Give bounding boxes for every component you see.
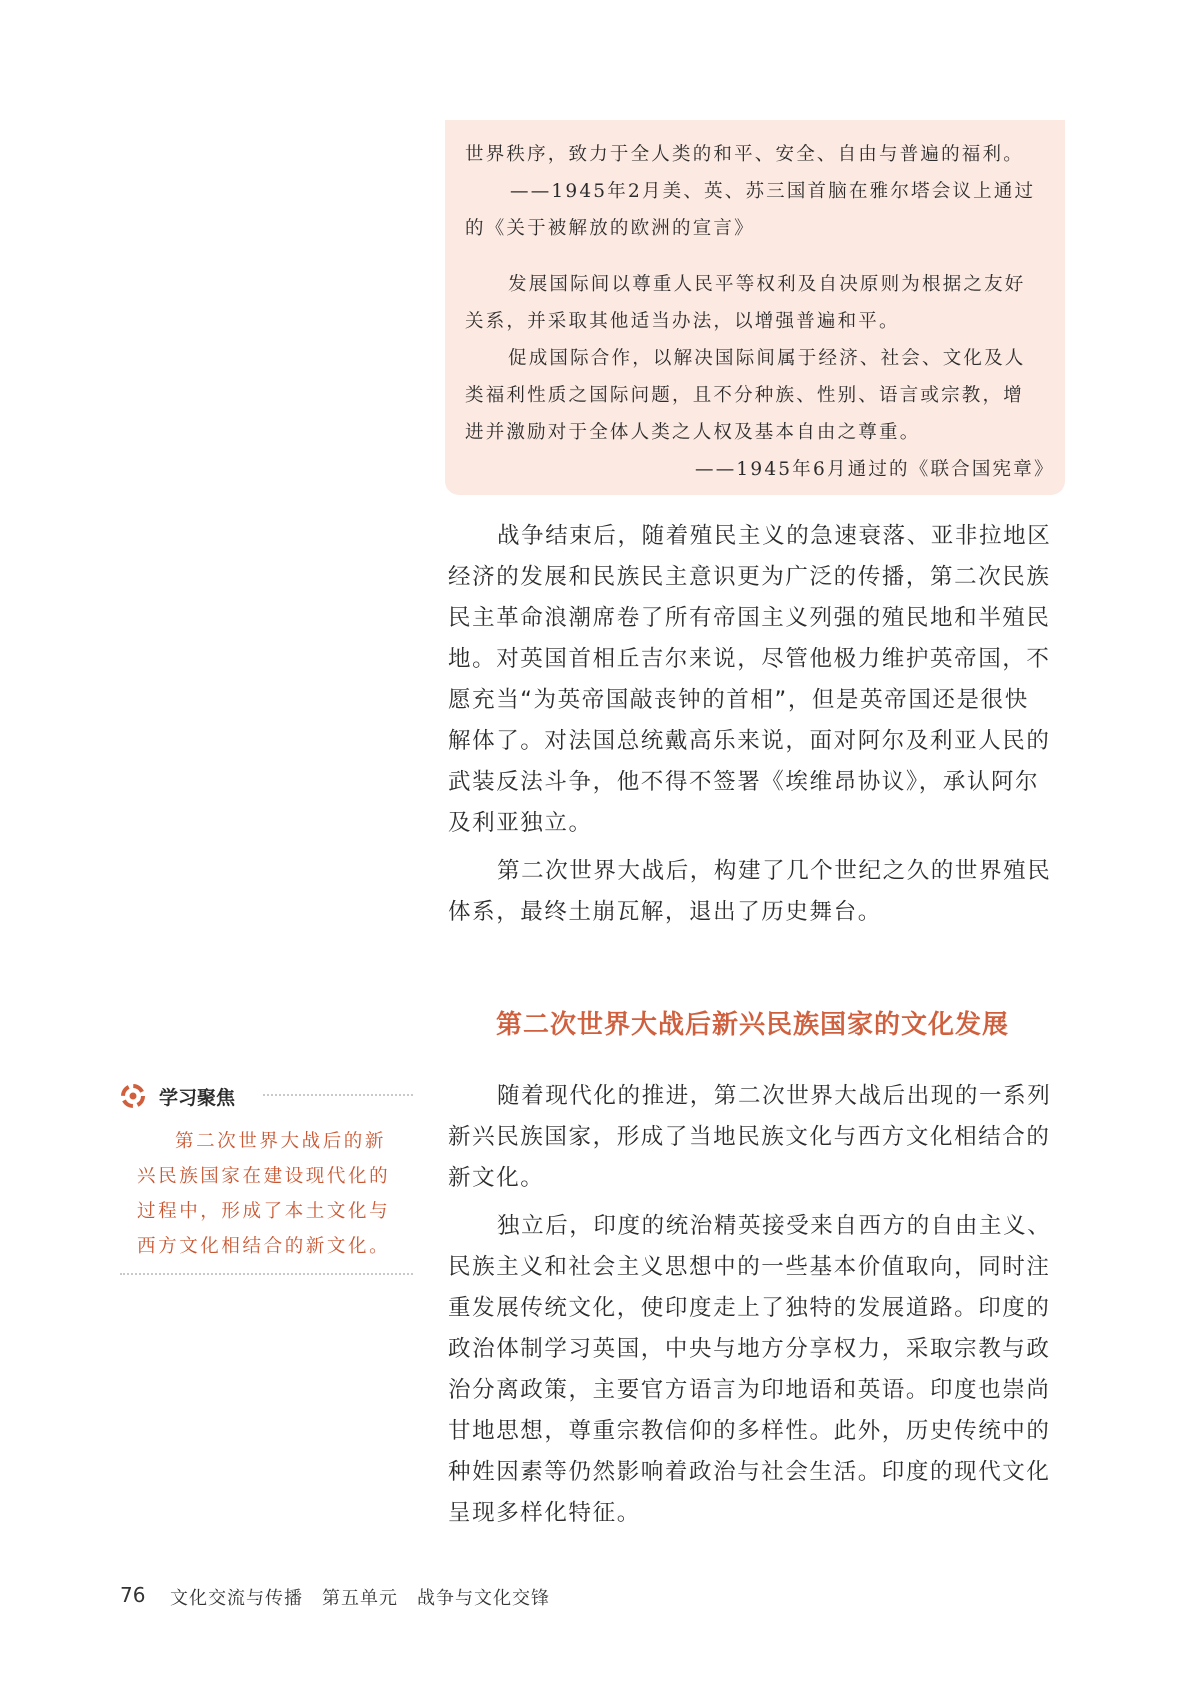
paragraph-line: 种姓因素等仍然影响着政治与社会生活。印度的现代文化 [448,1459,1051,1485]
paragraph-line: 及利亚独立。 [448,810,593,836]
paragraph-line: 体系，最终土崩瓦解，退出了历史舞台。 [448,899,882,925]
quote-line: 关系，并采取其他适当办法，以增强普遍和平。 [465,311,900,332]
paragraph-line: 独立后，印度的统治精英接受来自西方的自由主义、 [497,1213,1052,1239]
quote-attribution: ——1945年6月通过的《联合国宪章》 [695,459,1055,480]
study-focus-header [115,1080,415,1110]
dotted-rule [263,1094,413,1096]
paragraph-line: 新兴民族国家，形成了当地民族文化与西方文化相结合的 [448,1124,1051,1150]
quote-attribution: ——1945年2月美、英、苏三国首脑在雅尔塔会议上通过 [510,181,1036,202]
running-head: 文化交流与传播 第五单元 战争与文化交锋 [170,1588,550,1609]
quote-attribution: 的《关于被解放的欧洲的宣言》 [465,218,755,239]
quote-line: 发展国际间以尊重人民平等权利及自决原则为根据之友好 [508,274,1026,295]
paragraph-line: 地。对英国首相丘吉尔来说，尽管他极力维护英帝国，不 [448,646,1051,672]
paragraph-line: 重发展传统文化，使印度走上了独特的发展道路。印度的 [448,1295,1051,1321]
dotted-rule [120,1273,413,1275]
paragraph-line: 战争结束后，随着殖民主义的急速衰落、亚非拉地区 [497,523,1052,549]
quote-line: 世界秩序，致力于全人类的和平、安全、自由与普遍的福利。 [465,144,1024,165]
paragraph-line: 甘地思想，尊重宗教信仰的多样性。此外，历史传统中的 [448,1418,1051,1444]
paragraph-line: 政治体制学习英国，中央与地方分享权力，采取宗教与政 [448,1336,1051,1362]
paragraph-line: 民族主义和社会主义思想中的一些基本价值取向，同时注 [448,1254,1051,1280]
target-icon [120,1083,146,1109]
study-focus-line: 兴民族国家在建设现代化的 [137,1166,391,1187]
study-focus-title: 学习聚焦 [159,1087,236,1109]
paragraph-line: 新文化。 [448,1165,545,1191]
quote-line: 进并激励对于全体人类之人权及基本自由之尊重。 [465,422,921,443]
quote-line: 促成国际合作，以解决国际间属于经济、社会、文化及人 [508,348,1026,369]
paragraph-line: 呈现多样化特征。 [448,1500,641,1526]
paragraph-line: 愿充当“为英帝国敲丧钟的首相”，但是英帝国还是很快 [448,687,1029,713]
paragraph-line: 解体了。对法国总统戴高乐来说，面对阿尔及利亚人民的 [448,728,1051,754]
paragraph-line: 经济的发展和民族民主意识更为广泛的传播，第二次民族 [448,564,1051,590]
quote-line: 类福利性质之国际问题，且不分种族、性别、语言或宗教，增 [465,385,1024,406]
quote-box [445,120,1065,495]
paragraph-line: 第二次世界大战后，构建了几个世纪之久的世界殖民 [497,858,1052,884]
paragraph-line: 武装反法斗争，他不得不签署《埃维昂协议》，承认阿尔 [448,769,1040,795]
study-focus-line: 过程中，形成了本土文化与 [137,1201,391,1222]
paragraph-line: 治分离政策，主要官方语言为印地语和英语。印度也崇尚 [448,1377,1051,1403]
paragraph-line: 随着现代化的推进，第二次世界大战后出现的一系列 [497,1083,1052,1109]
section-heading: 第二次世界大战后新兴民族国家的文化发展 [496,1010,1010,1040]
page-number: 76 [120,1583,146,1607]
paragraph-line: 民主革命浪潮席卷了所有帝国主义列强的殖民地和半殖民 [448,605,1051,631]
study-focus-line: 第二次世界大战后的新 [175,1131,387,1152]
study-focus-line: 西方文化相结合的新文化。 [137,1236,391,1257]
